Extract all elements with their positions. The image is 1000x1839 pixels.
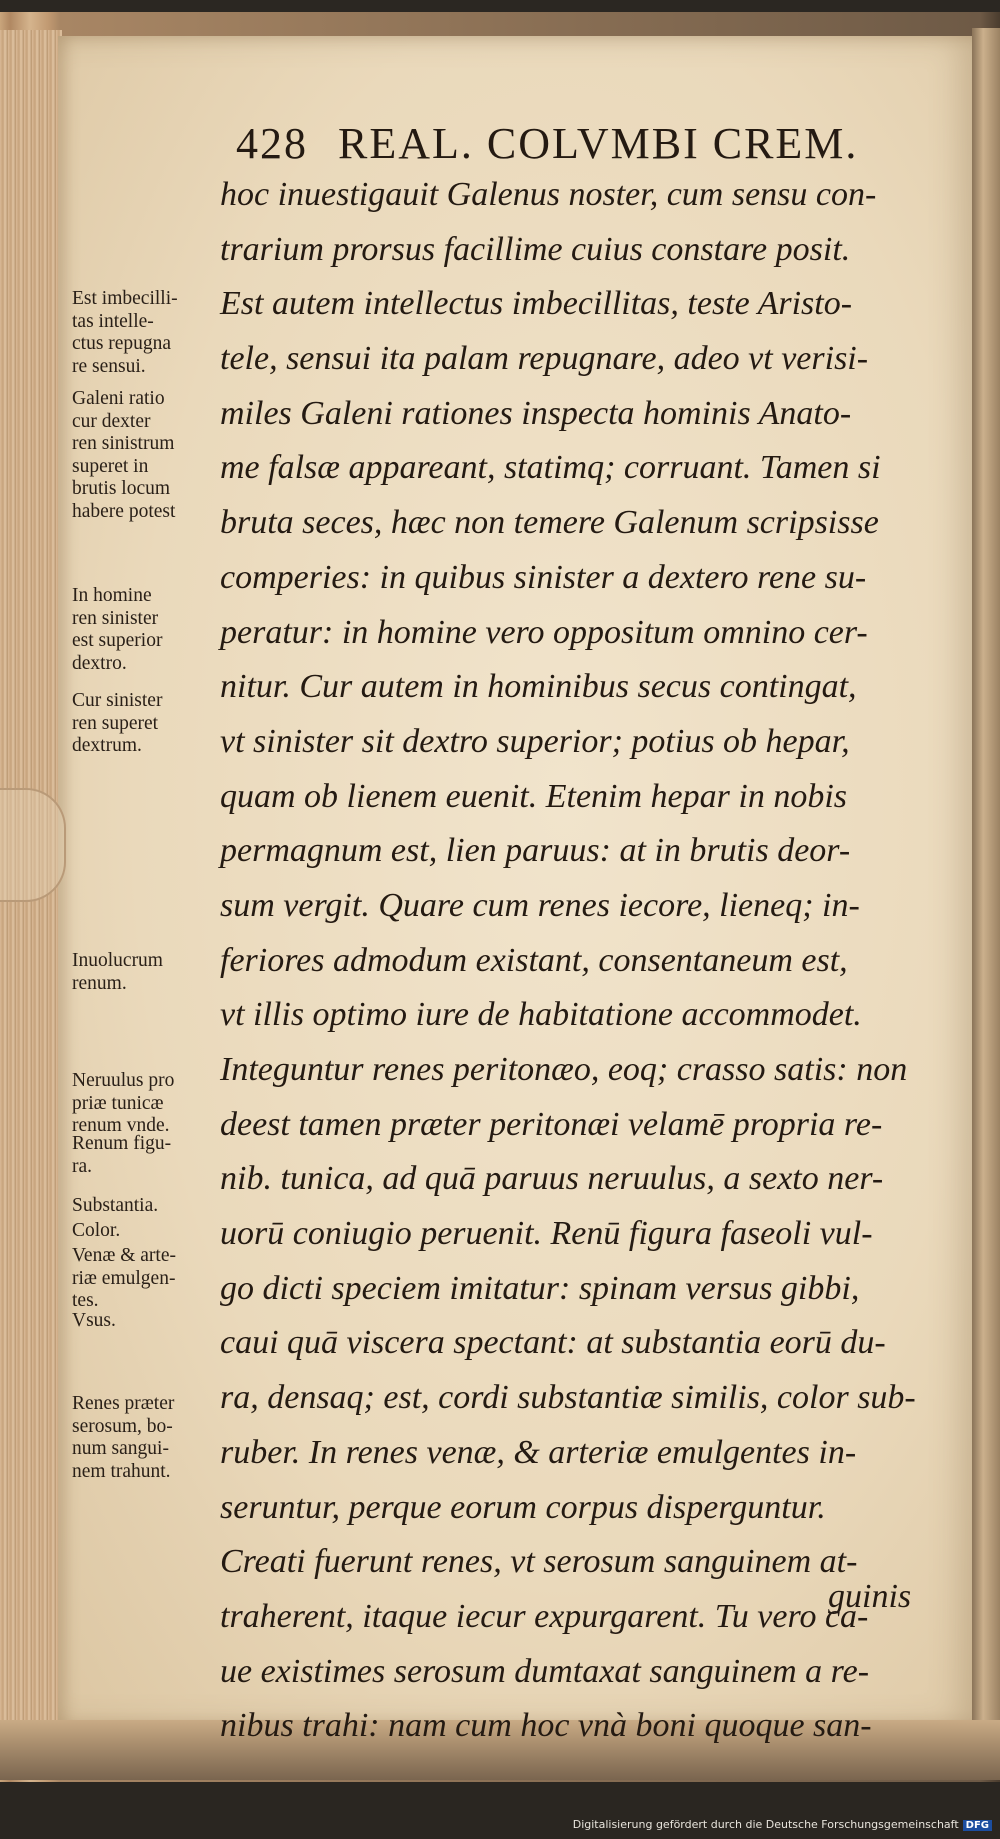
text-line: Creati fuerunt renes, vt serosum sanguinem at-	[220, 1543, 858, 1581]
margin-note-line: ren sinister	[72, 607, 159, 629]
text-line: sum vergit. Quare cum renes iecore, lieneq; in-	[220, 886, 860, 924]
text-line: traherent, itaque iecur expurgarent. Tu vero ca-	[220, 1597, 869, 1635]
margin-note	[72, 1133, 232, 1178]
margin-note-line: Inuolucrum	[72, 950, 163, 971]
margin-note-line: riæ emulgen-	[72, 1267, 176, 1289]
text-line: comperies: in quibus sinister a dextero rene su-	[220, 558, 867, 596]
margin-note-line: re sensui.	[72, 355, 146, 377]
margin-note	[72, 1393, 232, 1483]
text-line: nibus trahi: nam cum hoc vnà boni quoque san-	[220, 1707, 872, 1745]
margin-note-line: est superior	[72, 630, 163, 651]
margin-note-line: ren sinistrum	[72, 433, 175, 454]
margin-note-line: dextrum.	[72, 735, 142, 756]
margin-note-line: Cur sinister	[72, 690, 163, 711]
margin-note-line: tas intelle-	[72, 310, 154, 332]
margin-note-line: Est imbecilli-	[72, 288, 178, 309]
text-line: permagnum est, lien paruus: at in brutis deor-	[220, 832, 851, 870]
text-line: deest tamen præter peritonæi velamē propria re-	[220, 1105, 883, 1143]
margin-note-line: ctus repugna	[72, 333, 172, 354]
text-line: ruber. In renes venæ, & arteriæ emulgentes in-	[220, 1433, 857, 1471]
page-number: 428	[236, 119, 308, 168]
main-text-block	[220, 168, 940, 1754]
margin-note-line: serosum, bo-	[72, 1415, 173, 1437]
margin-note-line: dextro.	[72, 652, 127, 674]
text-line: trarium prorsus facillime cuius constare posit.	[220, 230, 851, 268]
margin-note-line: Vsus.	[72, 1310, 116, 1331]
dfg-logo: DFG	[963, 1820, 992, 1831]
text-line: seruntur, perque eorum corpus disperguntur.	[220, 1488, 826, 1526]
margin-note-line: nem trahunt.	[72, 1460, 171, 1482]
margin-note	[72, 950, 232, 995]
margin-note-line: Galeni ratio	[72, 388, 165, 409]
text-line: peratur: in homine vero oppositum omnino cer-	[220, 613, 868, 651]
text-line: caui quā viscera spectant: at substantia eorū du-	[220, 1324, 886, 1362]
margin-note-line: Color.	[72, 1220, 121, 1241]
margin-note	[72, 1245, 232, 1313]
margin-note-line: renum.	[72, 972, 127, 994]
margin-note	[72, 585, 232, 675]
margin-note-line: Venæ & arte-	[72, 1245, 176, 1266]
text-line: nib. tunica, ad quā paruus neruulus, a sexto ner-	[220, 1160, 884, 1198]
book-gutter	[972, 28, 1000, 1738]
text-line: me falsæ appareant, statimq; corruant. Tamen si	[220, 449, 881, 487]
margin-note	[72, 1070, 232, 1138]
margin-note	[72, 690, 232, 758]
margin-note-line: habere potest	[72, 500, 176, 522]
margin-note-line: In homine	[72, 585, 152, 606]
text-line: feriores admodum existant, consentaneum est,	[220, 941, 848, 979]
margin-note-line: Renes præter	[72, 1393, 175, 1414]
margin-note-line: ra.	[72, 1155, 93, 1177]
text-line: vt sinister sit dextro superior; potius ob hepar,	[220, 722, 850, 760]
margin-note-line: Substantia.	[72, 1195, 159, 1216]
margin-note-line: tes.	[72, 1290, 99, 1311]
text-line: Est autem intellectus imbecillitas, teste Aristo-	[220, 285, 853, 323]
text-line: Integuntur renes peritonæo, eoq; crasso satis: non	[220, 1051, 908, 1088]
text-line: quam ob lienem euenit. Etenim hepar in nobis	[220, 777, 848, 815]
margin-note-line: Renum figu-	[72, 1133, 172, 1154]
text-line: bruta seces, hæc non temere Galenum scripsisse	[220, 504, 879, 542]
margin-note	[72, 388, 232, 523]
text-line: vt illis optimo iure de habitatione accommodet.	[220, 996, 862, 1034]
margin-note-line: num sangui-	[72, 1438, 169, 1459]
text-line: hoc inuestigauit Galenus noster, cum sensu con-	[220, 176, 877, 213]
catchword: guinis	[828, 1578, 912, 1615]
text-line: ra, densaq; est, cordi substantiæ similis, color sub-	[220, 1379, 916, 1417]
text-line: nitur. Cur autem in hominibus secus contingat,	[220, 668, 857, 706]
text-line: ue existimes serosum dumtaxat sanguinem a re-	[220, 1652, 870, 1690]
running-header	[236, 118, 876, 169]
page-tab-cutout	[0, 788, 66, 902]
margin-note-line: renum vnde.	[72, 1115, 170, 1136]
margin-note-line: priæ tunicæ	[72, 1092, 164, 1114]
margin-note	[72, 288, 232, 378]
margin-note	[72, 1220, 232, 1243]
text-line: miles Galeni rationes inspecta hominis Anato-	[220, 394, 852, 432]
text-line: uorū coniugio peruenit. Renū figura faseoli vul-	[220, 1215, 873, 1253]
margin-note	[72, 1195, 232, 1218]
margin-note-line: cur dexter	[72, 410, 151, 432]
running-title: REAL. COLVMBI CREM.	[338, 119, 859, 168]
margin-note	[72, 1310, 232, 1333]
margin-note-line: Neruulus pro	[72, 1070, 175, 1091]
margin-note-line: ren superet	[72, 712, 159, 734]
digitization-credit	[573, 1818, 992, 1831]
text-line: go dicti speciem imitatur: spinam versus gibbi,	[220, 1269, 860, 1307]
margin-note-line: brutis locum	[72, 478, 171, 499]
margin-note-line: superet in	[72, 455, 149, 477]
text-line: tele, sensui ita palam repugnare, adeo vt verisi-	[220, 340, 869, 378]
credit-text: Digitalisierung gefördert durch die Deutsche Forschungsgemeinschaft	[572, 1818, 959, 1831]
